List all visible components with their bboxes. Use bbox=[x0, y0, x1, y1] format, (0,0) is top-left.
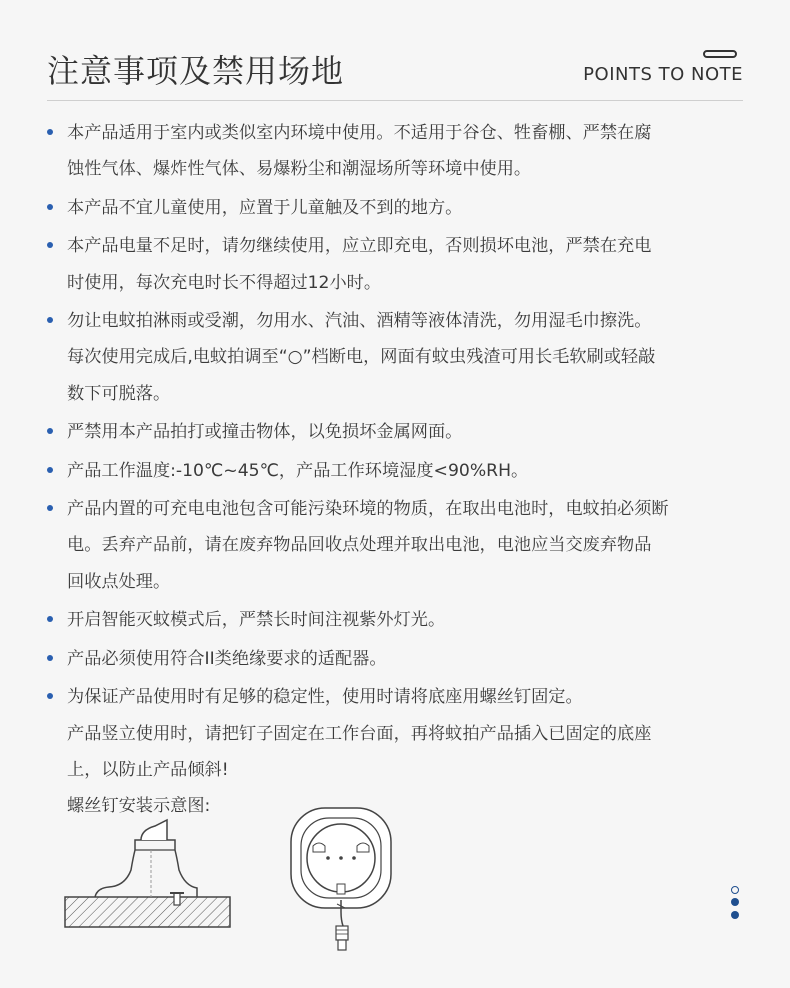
bullet-dot-icon bbox=[47, 693, 53, 699]
note-item bbox=[47, 602, 752, 638]
note-line: 产品竖立使用时，请把钉子固定在工作台面，再将蚊拍产品插入已固定的底座 bbox=[67, 723, 652, 744]
pager-dot[interactable] bbox=[731, 886, 739, 894]
note-item bbox=[47, 115, 752, 188]
page-header bbox=[47, 40, 743, 100]
note-line: 为保证产品使用时有足够的稳定性，使用时请将底座用螺丝钉固定。 bbox=[67, 687, 583, 708]
bullet-dot-icon bbox=[47, 204, 53, 210]
note-item bbox=[47, 303, 752, 412]
notes-list bbox=[47, 115, 752, 827]
pager-dot[interactable] bbox=[731, 911, 739, 919]
page-title: 注意事项及禁用场地 bbox=[47, 52, 345, 90]
english-heading bbox=[583, 50, 743, 90]
bullet-dot-icon bbox=[47, 317, 53, 323]
note-item bbox=[47, 190, 752, 226]
bullet-dot-icon bbox=[47, 505, 53, 511]
note-line: 蚀性气体、爆炸性气体、易爆粉尘和潮湿场所等环境中使用。 bbox=[67, 159, 532, 180]
bullet-dot-icon bbox=[47, 467, 53, 473]
note-item bbox=[47, 228, 752, 301]
note-line: 开启智能灭蚊模式后，严禁长时间注视紫外灯光。 bbox=[67, 610, 446, 631]
bullet-dot-icon bbox=[47, 428, 53, 434]
base-top-view-icon bbox=[291, 808, 391, 950]
note-line: 每次使用完成后,电蚊拍调至“○”档断电，网面有蚊虫残渣可用长毛软刷或轻敲 bbox=[67, 347, 656, 368]
note-line: 螺丝钉安装示意图: bbox=[67, 796, 211, 817]
bullet-dot-icon bbox=[47, 129, 53, 135]
bullet-dot-icon bbox=[47, 242, 53, 248]
header-divider bbox=[47, 100, 743, 101]
note-item bbox=[47, 414, 752, 450]
base-side-section-icon bbox=[65, 820, 230, 927]
english-title: POINTS TO NOTE bbox=[583, 64, 743, 85]
page-dots-icon[interactable] bbox=[729, 884, 743, 924]
note-line: 本产品电量不足时，请勿继续使用，应立即充电，否则损坏电池，严禁在充电 bbox=[67, 236, 652, 257]
note-line: 产品内置的可充电电池包含可能污染环境的物质，在取出电池时，电蚊拍必须断 bbox=[67, 499, 669, 520]
bullet-dot-icon bbox=[47, 655, 53, 661]
note-item bbox=[47, 641, 752, 677]
note-line: 严禁用本产品拍打或撞击物体，以免损坏金属网面。 bbox=[67, 422, 463, 443]
note-line: 产品工作温度:-10℃~45℃，产品工作环境湿度<90%RH。 bbox=[67, 460, 529, 481]
screw-diagrams bbox=[47, 800, 747, 970]
bullet-dot-icon bbox=[47, 616, 53, 622]
note-line: 本产品不宜儿童使用，应置于儿童触及不到的地方。 bbox=[67, 197, 463, 218]
note-line: 电。丢弃产品前，请在废弃物品回收点处理并取出电池，电池应当交废弃物品 bbox=[67, 535, 652, 556]
pill-decoration-icon bbox=[703, 50, 737, 58]
pager-dot[interactable] bbox=[731, 898, 739, 906]
note-line: 回收点处理。 bbox=[67, 571, 171, 592]
note-line: 产品必须使用符合II类绝缘要求的适配器。 bbox=[67, 648, 387, 669]
note-line: 上，以防止产品倾斜! bbox=[67, 759, 229, 780]
note-line: 勿让电蚊拍淋雨或受潮，勿用水、汽油、酒精等液体清洗，勿用湿毛巾擦洗。 bbox=[67, 311, 652, 332]
note-line: 时使用，每次充电时长不得超过12小时。 bbox=[67, 272, 382, 293]
note-item bbox=[47, 491, 752, 600]
note-item bbox=[47, 453, 752, 489]
note-line: 本产品适用于室内或类似室内环境中使用。不适用于谷仓、牲畜棚、严禁在腐 bbox=[67, 123, 652, 143]
note-line: 数下可脱落。 bbox=[67, 383, 171, 404]
screw-diagram-svg bbox=[47, 800, 747, 970]
